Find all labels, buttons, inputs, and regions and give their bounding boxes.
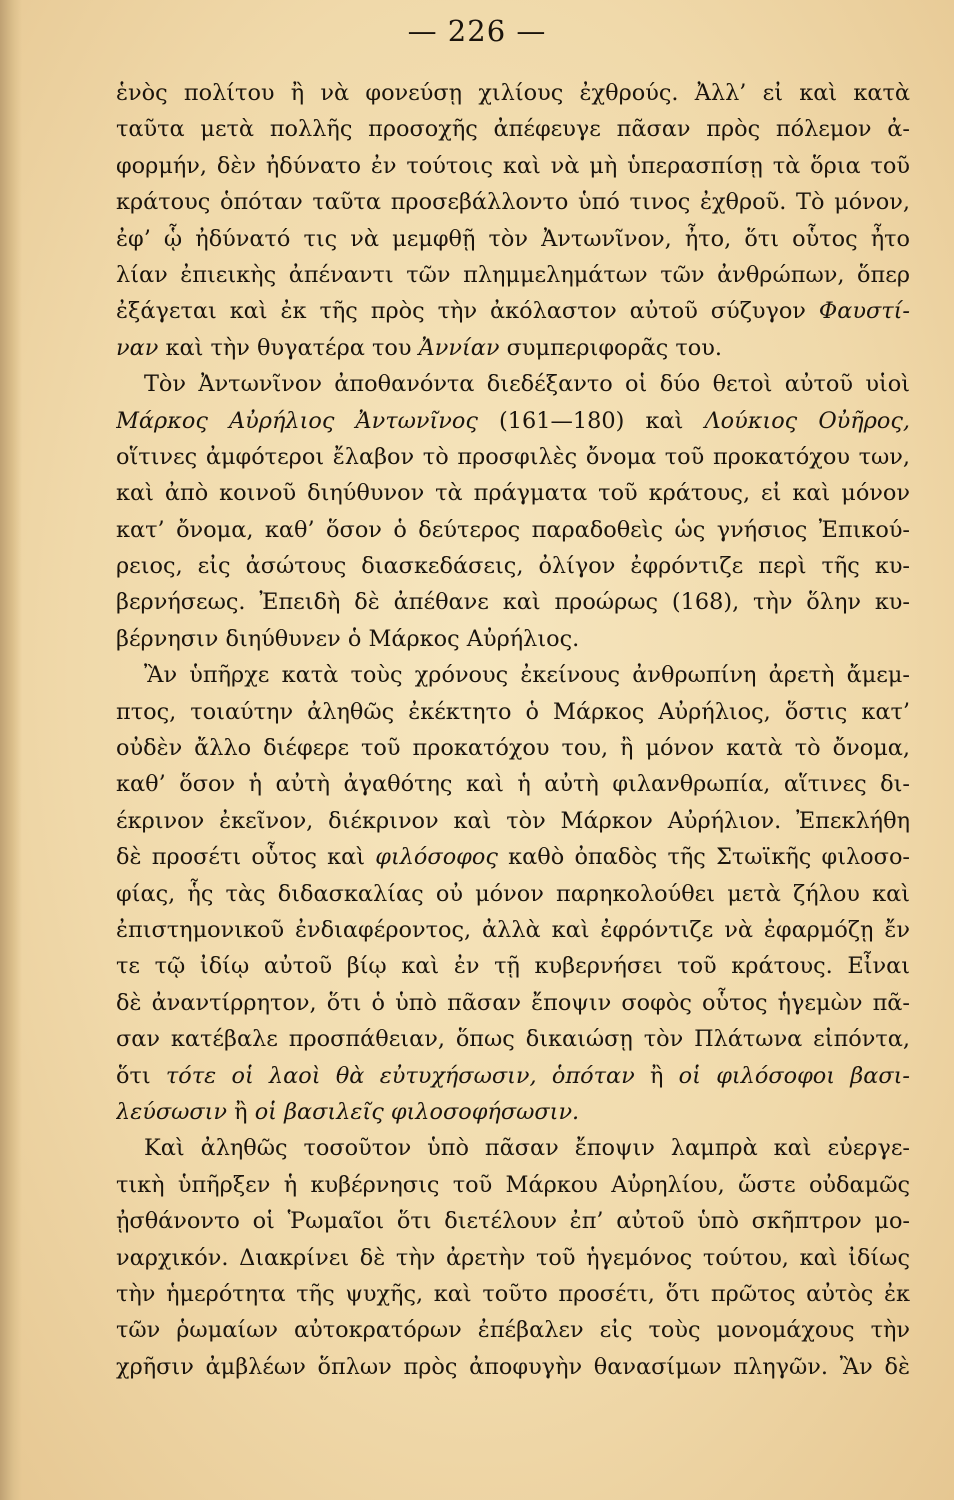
text-line [116, 257, 910, 293]
text-line [116, 730, 910, 766]
italic-text-segment: τότε οἱ λαοὶ θὰ εὐτυχήσωσιν, ὁπόταν [165, 1062, 635, 1089]
text-line [116, 1167, 910, 1203]
text-segment: ᾐσθάνοντο οἱ Ῥωμαῖοι ὅτι διετέλουν ἐπ’ αὐτοῦ ὑπὸ σκῆπτρον μο- [116, 1208, 910, 1235]
text-line [116, 803, 910, 839]
italic-text-segment: Μάρκος Αὐρήλιος Ἀντωνῖνος [116, 407, 478, 434]
text-segment: κατ’ ὄνομα, καθ’ ὅσον ὁ δεύτερος παραδοθεὶς ὡς γνήσιος Ἐπικού- [116, 516, 910, 543]
text-segment: ναρχικόν. Διακρίνει δὲ τὴν ἀρετὴν τοῦ ἡγεμόνος τούτου, καὶ ἰδίως [116, 1244, 910, 1271]
text-line [116, 766, 910, 802]
text-line [116, 1312, 910, 1348]
text-line [116, 1203, 910, 1239]
text-line [116, 184, 910, 220]
text-segment: δὲ προσέτι οὗτος καὶ [116, 844, 376, 871]
text-line [116, 1021, 910, 1057]
text-segment: τε τῷ ἰδίῳ αὐτοῦ βίῳ καὶ ἐν τῇ κυβερνήσει τοῦ κράτους. Εἶναι [116, 953, 910, 980]
text-segment: ἑνὸς πολίτου ἢ νὰ φονεύσῃ χιλίους ἐχθρούς. Ἀλλ’ εἰ καὶ κατὰ [116, 80, 910, 106]
text-segment: έκρινον ἐκεῖνον, διέκρινον καὶ τὸν Μάρκον Αὐρήλιον. Ἐπεκλήθη [116, 807, 910, 834]
text-line [116, 75, 910, 111]
text-line [116, 366, 910, 402]
body-text [116, 75, 910, 1385]
page-edge-shadow [0, 0, 22, 1500]
text-line [116, 1240, 910, 1276]
text-line [116, 293, 910, 329]
text-line [116, 221, 910, 257]
text-segment: ταῦτα μετὰ πολλῆς προσοχῆς ἀπέφευγε πᾶσαν πρὸς πόλεμον ἀ- [116, 116, 910, 143]
text-segment: Ἂν ὑπῆρχε κατὰ τοὺς χρόνους ἐκείνους ἀνθρωπίνη ἀρετὴ ἄμεμ- [144, 662, 910, 689]
text-line [116, 694, 910, 730]
italic-text-segment: Ἀννίαν [418, 334, 500, 361]
text-segment: ρειος, εἰς ἀσώτους διασκεδάσεις, ὀλίγον ἐφρόντιζε περὶ τῆς κυ- [116, 553, 910, 580]
text-segment: κράτους ὁπόταν ταῦτα προσεβάλλοντο ὑπό τινος ἐχθροῦ. Τὸ μόνον, [116, 189, 910, 216]
text-line [116, 330, 910, 366]
text-segment: καθὸ ὀπαδὸς τῆς Στωϊκῆς φιλοσο- [497, 844, 910, 871]
text-segment: δὲ ἀναντίρρητον, ὅτι ὁ ὑπὸ πᾶσαν ἔποψιν σοφὸς οὗτος ἡγεμὼν πᾶ- [116, 989, 910, 1016]
text-segment: ἐπιστημονικοῦ ἐνδιαφέροντος, ἀλλὰ καὶ ἐφρόντιζε νὰ ἐφαρμόζῃ ἔν [116, 916, 910, 943]
text-line [116, 584, 910, 620]
text-segment: Τὸν Ἀντωνῖνον ἀποθανόντα διεδέξαντο οἱ δύο θετοὶ αὐτοῦ υἱοὶ [144, 371, 910, 398]
text-line [116, 912, 910, 948]
italic-text-segment: φιλόσοφος [375, 844, 498, 871]
text-line [116, 403, 910, 439]
text-line [116, 148, 910, 184]
text-segment: σαν κατέβαλε προσπάθειαν, ὅπως δικαιώσῃ τὸν Πλάτωνα εἰπόντα, [116, 1026, 910, 1053]
text-segment: οἵτινες ἀμφότεροι ἔλαβον τὸ προσφιλὲς ὄνομα τοῦ προκατόχου των, [116, 443, 910, 470]
text-line [116, 948, 910, 984]
text-segment: ὅτι [116, 1062, 166, 1089]
text-segment: φορμήν, δὲν ἠδύνατο ἐν τούτοις καὶ νὰ μὴ ὑπερασπίσῃ τὰ ὅρια τοῦ [116, 152, 910, 179]
text-segment: φίας, ἧς τὰς διδασκαλίας οὐ μόνον παρηκολούθει μετὰ ζήλου καὶ [116, 880, 910, 907]
text-segment: καὶ ἀπὸ κοινοῦ διηύθυνον τὰ πράγματα τοῦ κράτους, εἰ καὶ μόνον [116, 480, 910, 507]
text-segment: συμπεριφορᾶς του. [499, 334, 723, 361]
text-segment: Καὶ ἀληθῶς τοσοῦτον ὑπὸ πᾶσαν ἔποψιν λαμπρὰ καὶ εὐεργε- [144, 1135, 910, 1162]
text-segment: ἢ [634, 1062, 679, 1089]
text-segment: τικὴ ὑπῆρξεν ἡ κυβέρνησις τοῦ Μάρκου Αὐρηλίου, ὥστε οὐδαμῶς [116, 1171, 910, 1198]
text-segment: λίαν ἐπιεικὴς ἀπέναντι τῶν πλημμελημάτων τῶν ἀνθρώπων, ὅπερ [116, 261, 910, 288]
text-segment: καὶ τὴν θυγατέρα του [158, 334, 419, 361]
page-number: — 226 — [407, 14, 547, 48]
text-line [116, 111, 910, 147]
text-line [116, 657, 910, 693]
text-line [116, 876, 910, 912]
text-line [116, 1058, 910, 1094]
text-segment: χρῆσιν ἀμβλέων ὅπλων πρὸς ἀποφυγὴν θανασίμων πληγῶν. Ἂν δὲ [116, 1353, 910, 1380]
text-segment: ἐφ’ ᾧ ἠδύνατό τις νὰ μεμφθῇ τὸν Ἀντωνῖνον, ἦτο, ὅτι οὗτος ἦτο [116, 225, 910, 252]
text-segment: βέρνησιν διηύθυνεν ὁ Μάρκος Αὐρήλιος. [116, 625, 580, 652]
text-segment: (161—180) καὶ [477, 407, 705, 434]
text-line [116, 439, 910, 475]
text-segment: ἢ [227, 1098, 255, 1125]
text-segment: καθ’ ὅσον ἡ αὐτὴ ἀγαθότης καὶ ἡ αὐτὴ φιλανθρωπία, αἵτινες δι- [116, 771, 910, 798]
text-segment: τὴν ἡμερότητα τῆς ψυχῆς, καὶ τοῦτο προσέτι, ὅτι πρῶτος αὐτὸς ἐκ [116, 1280, 910, 1307]
text-line [116, 548, 910, 584]
text-line [116, 1130, 910, 1166]
text-line [116, 1094, 910, 1130]
text-segment: τῶν ῥωμαίων αὐτοκρατόρων ἐπέβαλεν εἰς τοὺς μονομάχους τὴν [116, 1317, 910, 1344]
italic-text-segment: οἱ φιλόσοφοι βασι- [678, 1062, 910, 1089]
italic-text-segment: Λούκιος Οὐῆρος, [704, 407, 910, 434]
text-segment: βερνήσεως. Ἐπειδὴ δὲ ἀπέθανε καὶ προώρως (168), τὴν ὅλην κυ- [116, 589, 910, 616]
text-line [116, 475, 910, 511]
text-line [116, 1349, 910, 1385]
italic-text-segment: ναν [116, 334, 159, 361]
text-line [116, 621, 910, 657]
italic-text-segment: Φαυστί- [818, 298, 910, 325]
italic-text-segment: οἱ βασιλεῖς φιλοσοφήσωσιν. [254, 1098, 580, 1125]
text-line [116, 1276, 910, 1312]
text-segment: οὐδὲν ἄλλο διέφερε τοῦ προκατόχου του, ἢ μόνον κατὰ τὸ ὄνομα, [116, 735, 910, 762]
italic-text-segment: λεύσωσιν [116, 1098, 228, 1125]
text-segment: πτος, τοιαύτην ἀληθῶς ἐκέκτητο ὁ Μάρκος Αὐρήλιος, ὅστις κατ’ [116, 698, 910, 725]
text-segment: ἐξάγεται καὶ ἐκ τῆς πρὸς τὴν ἀκόλαστον αὐτοῦ σύζυγον [116, 298, 819, 325]
text-line [116, 839, 910, 875]
text-line [116, 512, 910, 548]
text-line [116, 985, 910, 1021]
